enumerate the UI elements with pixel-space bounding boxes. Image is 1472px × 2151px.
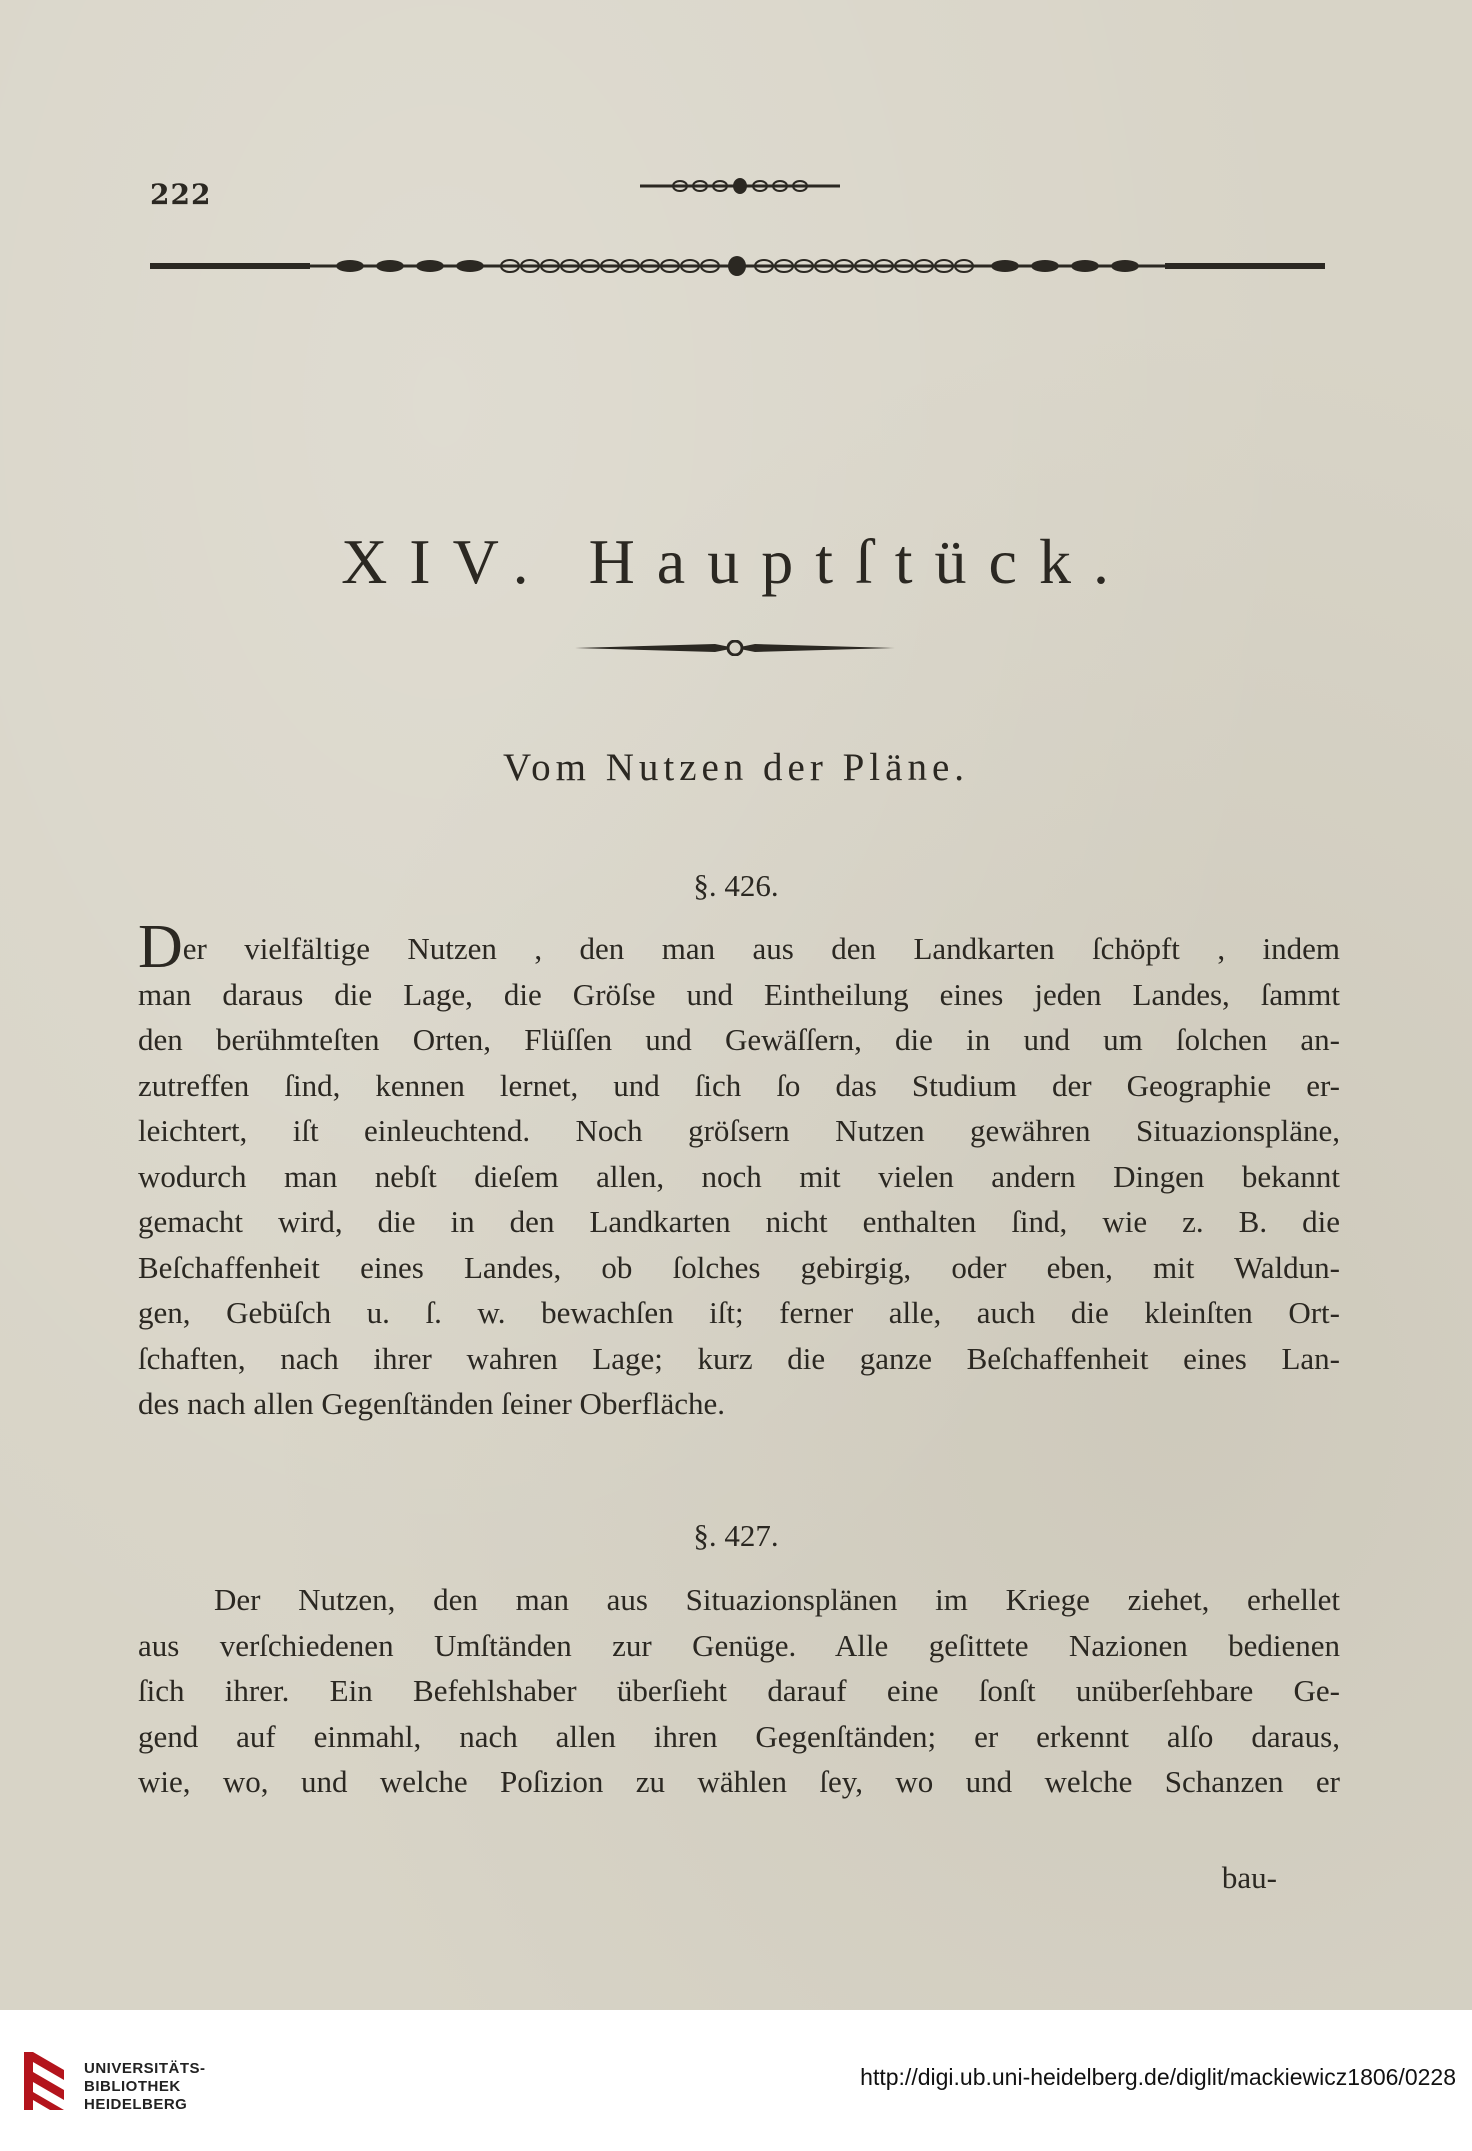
header-ornament [640,176,840,196]
section-heading: §. 427. [693,1518,779,1553]
paragraph [138,913,1340,1427]
text-line: des nach allen Gegenſtänden ſeiner Oberfläche. [138,1386,725,1421]
chapter-subtitle: Vom Nutzen der Pläne. [502,746,970,789]
text-line: Der Nutzen, den man aus Situazionsplänen im Kriege ziehet, erhellet [214,1582,1340,1617]
chapter-title: XIV. Hauptſtück. [341,526,1131,597]
text-line: ſich ihrer. Ein Befehlshaber überſieht darauf eine ſonſt unüberſehbare Ge- [138,1673,1340,1708]
catchword: bau- [1221,1860,1277,1895]
text-line: den berühmteſten Orten, Flüſſen und Gewäſſern, die in und um ſolchen an- [138,1022,1340,1057]
ornamental-rule [150,254,1325,278]
footer-bar [0,2010,1472,2151]
text-line: aus verſchiedenen Umſtänden zur Genüge. Alle geſittete Nazionen bedienen [138,1627,1340,1663]
text-line: gemacht wird, die in den Landkarten nicht enthalten ſind, wie z. B. die [138,1204,1340,1239]
text-line: Beſchaffenheit eines Landes, ob ſolches gebirgig, oder eben, mit Waldun- [138,1249,1340,1285]
page-number: 222 [150,178,212,211]
text-line: Der vielfältige Nutzen , den man aus den Landkarten ſchöpft , indem [138,913,1340,981]
text-line: leichtert, iſt einleuchtend. Noch gröſsern Nutzen gewähren Situazionspläne, [138,1113,1340,1148]
text-line: man daraus die Lage, die Gröſse und Eintheilung eines jeden Landes, ſammt [138,976,1340,1012]
text-line: wie, wo, und welche Poſizion zu wählen ſey, wo und welche Schanzen er [138,1764,1340,1799]
text-line: wodurch man nebſt dieſem allen, noch mit vielen andern Dingen bekannt [138,1158,1340,1194]
text-line: gen, Gebüſch u. ſ. w. bewachſen iſt; ferner alle, auch die kleinſten Ort- [138,1295,1340,1330]
drop-cap: D [138,913,183,981]
library-logo-icon [20,2050,76,2112]
text-line: zutreffen ſind, kennen lernet, und ſich ſo das Studium der Geographie er- [138,1067,1340,1103]
section-heading: §. 426. [693,868,779,903]
title-divider [575,640,895,656]
library-name: UNIVERSITÄTS- BIBLIOTHEK HEIDELBERG [84,2060,206,2113]
source-url-link[interactable]: http://digi.ub.uni-heidelberg.de/diglit/mackiewicz1806/0228 [860,2064,1456,2090]
paragraph [138,1577,1340,1805]
text-line: gend auf einmahl, nach allen ihren Gegenſtänden; er erkennt alſo daraus, [138,1718,1340,1754]
text-line: ſchaften, nach ihrer wahren Lage; kurz die ganze Beſchaffenheit eines Lan- [138,1340,1340,1376]
